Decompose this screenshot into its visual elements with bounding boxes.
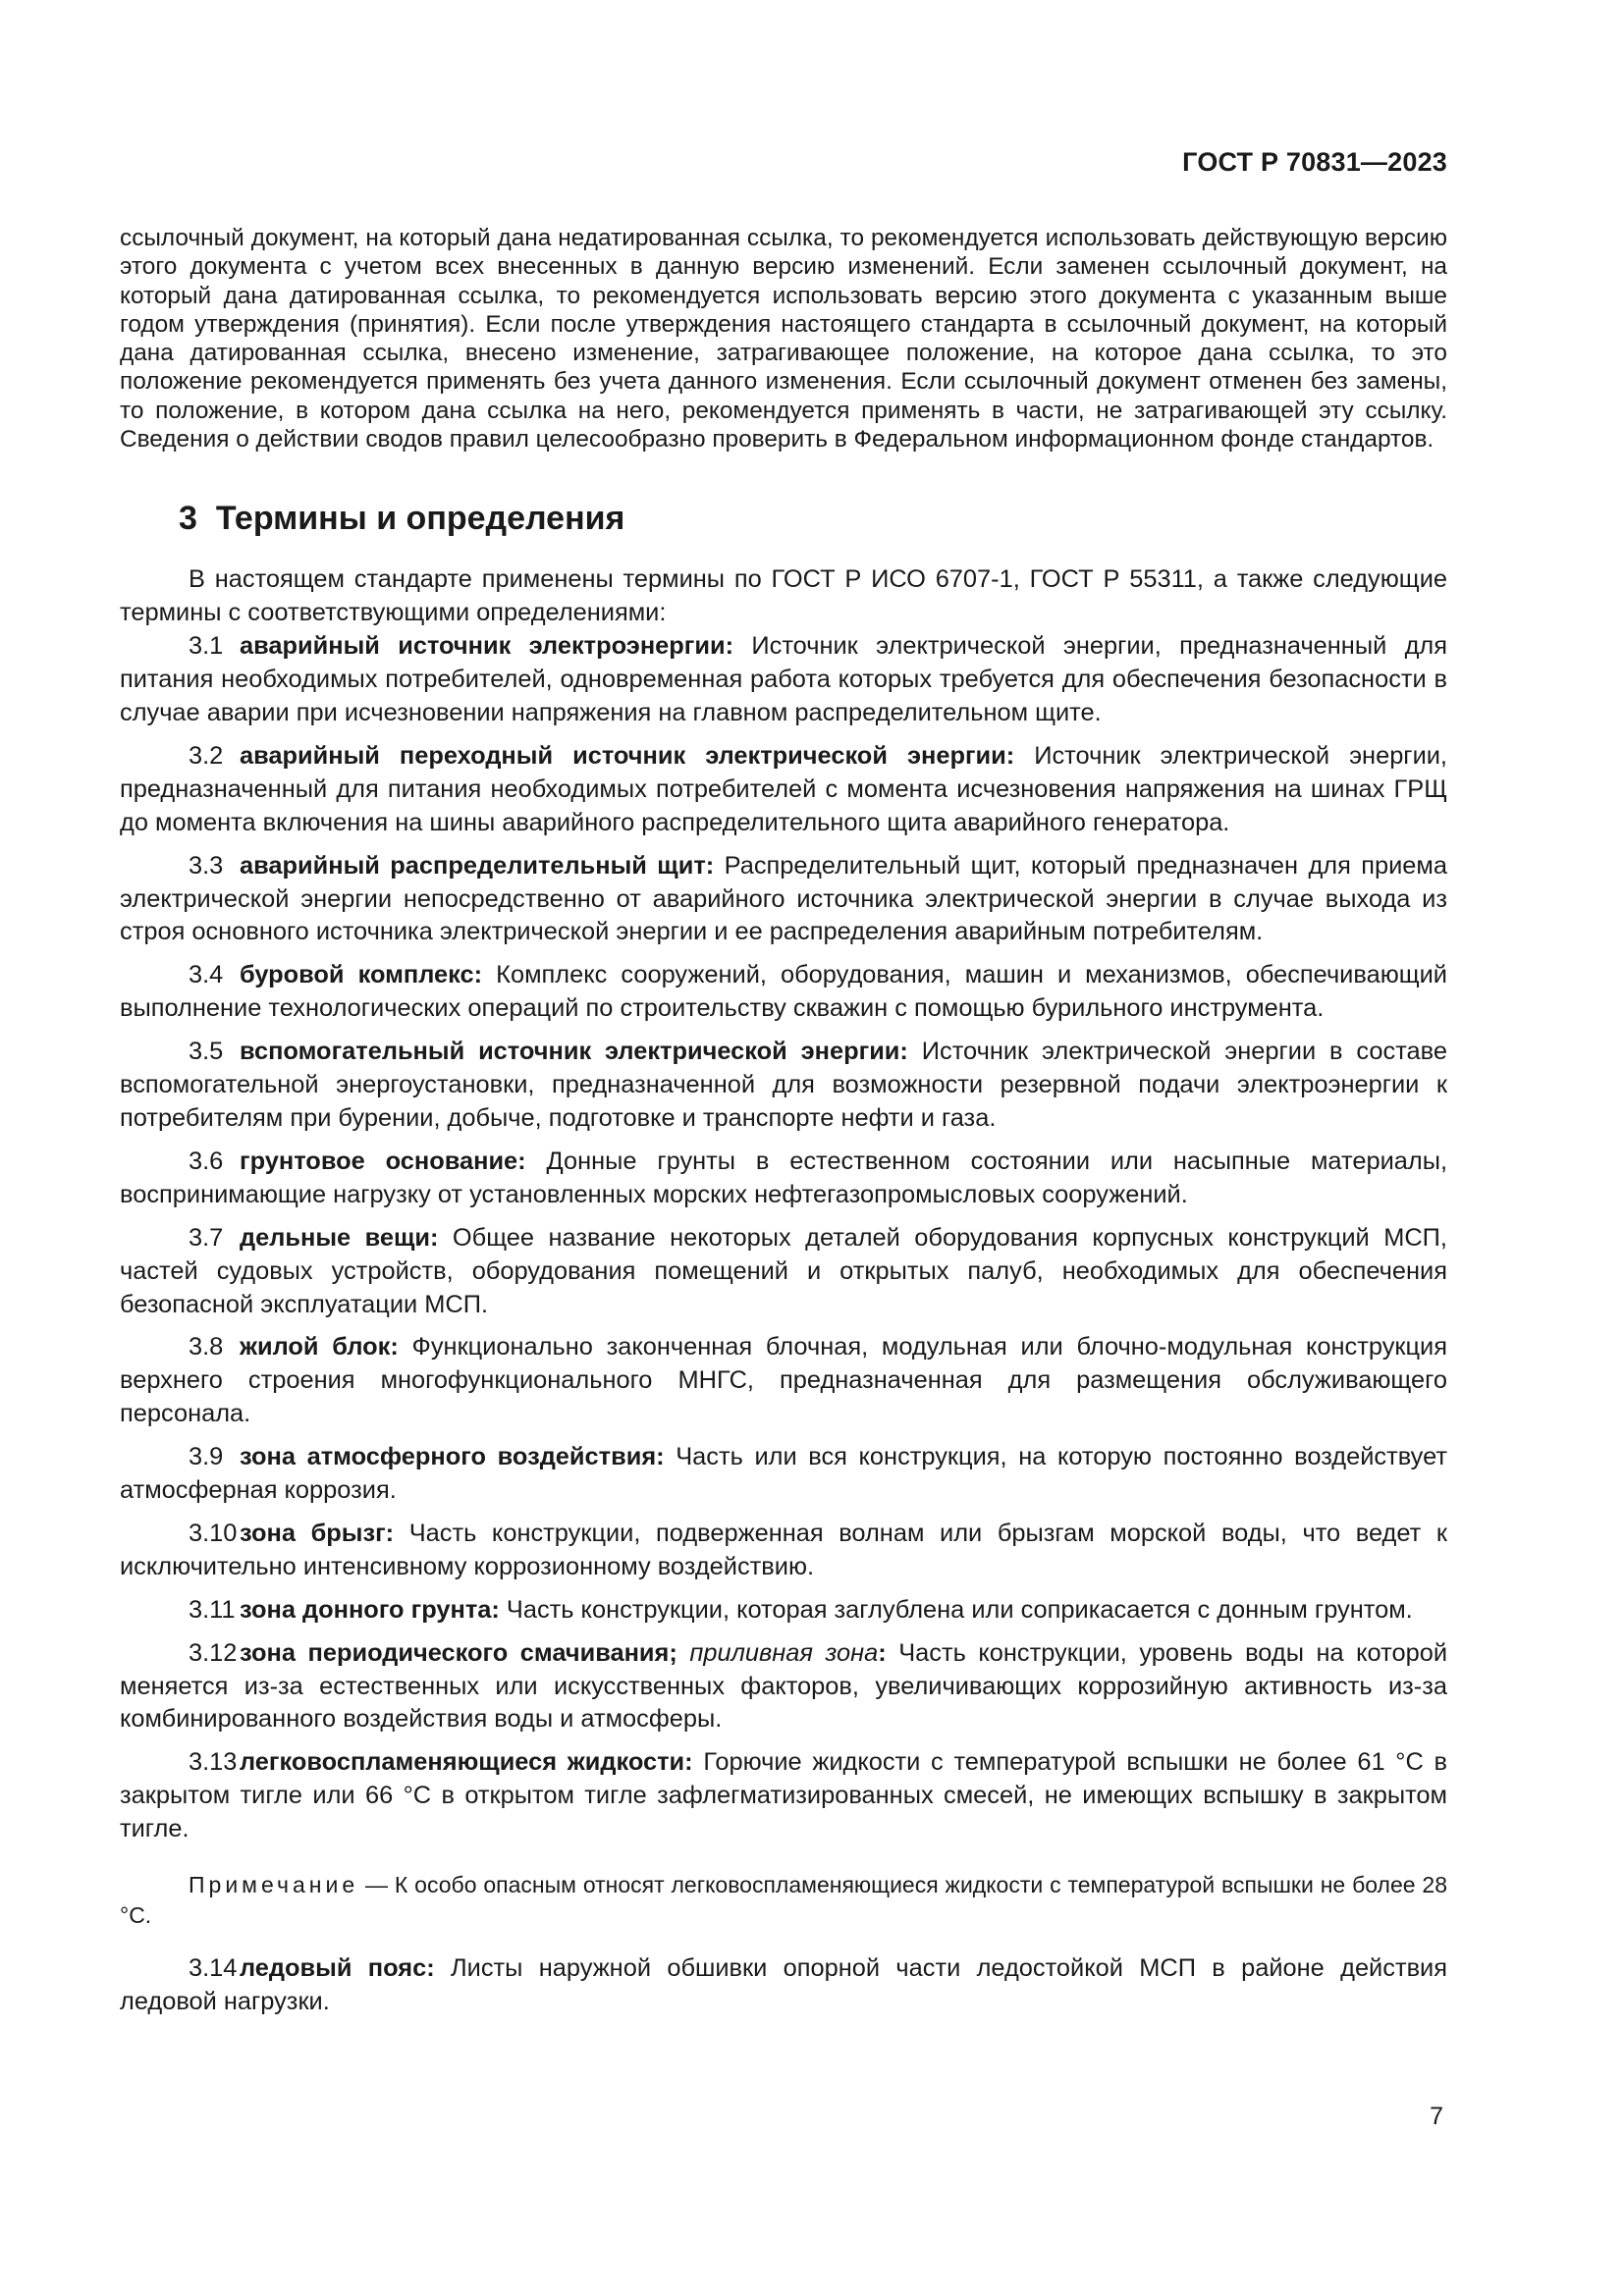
term-entry (120, 850, 1447, 950)
term-entry (120, 1637, 1447, 1737)
term-entry (120, 1146, 1447, 1212)
term-number: 3.6 (189, 1147, 224, 1175)
note-label: Примечание (189, 1872, 359, 1898)
term-entry (120, 1594, 1447, 1628)
note (120, 1870, 1447, 1931)
term-entry (120, 1331, 1447, 1431)
note-text: — К особо опасным относят легковоспламеняющиеся жидкости с температурой вспышки не более 28 °С. (120, 1872, 1447, 1929)
term-number: 3.2 (189, 741, 224, 770)
term-name: зона атмосферного воздействия: (240, 1443, 665, 1471)
section-lead: В настоящем стандарте применены термины по ГОСТ Р ИСО 6707-1, ГОСТ Р 55311, а также следующие термины с соответствующими определениями: (120, 565, 1447, 627)
term-definition: Общее название некоторых деталей оборудования корпусных конструкций МСП, частей судовых устройств, оборудования помещений и открытых палуб, необходимых для обеспечения безопасной эксплуатации МСП. (120, 1223, 1447, 1318)
term-entry (120, 1746, 1447, 1846)
term-name: жилой блок: (240, 1333, 399, 1362)
term-number: 3.7 (189, 1223, 224, 1252)
term-name: аварийный распределительный щит: (240, 851, 715, 880)
document-code: ГОСТ Р 70831—2023 (1182, 147, 1447, 177)
term-name: аварийный источник электроэнергии: (240, 632, 734, 661)
term-name: вспомогательный источник электрической энергии: (240, 1038, 908, 1066)
term-entry (120, 1036, 1447, 1136)
term-number: 3.14 (189, 1954, 238, 1983)
term-definition: Листы наружной обшивки опорной части ледостойкой МСП в районе действия ледовой нагрузки. (120, 1954, 1447, 2015)
term-definition: Источник электрической энергии, предназначенный для питания необходимых потребителей, одновременная работа которых требуется для обеспечения безопасности в случае аварии при исчезновении напряжения на главном распределительном щите. (120, 632, 1447, 726)
term-name: зона донного грунта: (240, 1595, 500, 1624)
term-entry (120, 1222, 1447, 1322)
term-number: 3.11 (189, 1595, 236, 1624)
body-text (120, 224, 1447, 2029)
term-definition: Источник электрической энергии в составе вспомогательной энергоустановки, предназначенной для возможности резервной подачи электроэнергии к потребителям при бурении, добыче, подготовке и транспорте нефти и газа. (120, 1038, 1447, 1132)
term-name: зона брызг: (240, 1519, 395, 1547)
term-number: 3.3 (189, 851, 224, 880)
term-name: аварийный переходный источник электрической энергии: (240, 741, 1015, 770)
page-number: 7 (1430, 2103, 1443, 2130)
term-entry (120, 959, 1447, 1026)
term-number: 3.4 (189, 961, 224, 989)
term-definition: Часть конструкции, уровень воды на которой меняется из-за естественных или искусственных факторов, увеличивающих коррозийную активность из-за комбинированного воздействия воды и атмосферы. (120, 1638, 1448, 1734)
term-definition: Часть конструкции, которая заглублена или соприкасается с донным грунтом. (499, 1595, 1413, 1624)
term-definition: Распределительный щит, который предназначен для приема электрической энергии непосредственно от аварийного источника электрической энергии в случае выхода из строя основного источника электрической энергии и ее распределения аварийным потребителям. (120, 851, 1447, 946)
term-definition: Функционально законченная блочная, модульная или блочно-модульная конструкция верхнего строения многофункционального МНГС, предназначенная для размещения обслуживающего персонала. (120, 1333, 1447, 1428)
term-name: легковоспламеняющиеся жидкости: (240, 1748, 693, 1777)
term-name: грунтовое основание: (240, 1147, 526, 1175)
term-number: 3.5 (189, 1038, 224, 1066)
term-name: дельные вещи: (240, 1223, 439, 1252)
term-number: 3.1 (189, 632, 224, 661)
term-entry (120, 1952, 1447, 2019)
term-name: зона периодического смачивания; (240, 1638, 677, 1667)
section-heading (179, 499, 1447, 538)
term-entry (120, 1441, 1447, 1508)
term-alt-name: приливная зона (689, 1638, 879, 1667)
term-definition: Источник электрической энергии, предназначенный для питания необходимых потребителей с момента исчезновения напряжения на шинах ГРЩ до момента включения на шины аварийного распределительного щита аварийного генератора. (120, 741, 1447, 836)
term-number: 3.10 (189, 1519, 238, 1547)
term-entry (120, 1518, 1447, 1584)
term-definition: Часть конструкции, подверженная волнам или брызгам морской воды, что ведет к исключительно интенсивному коррозионному воздействию. (120, 1519, 1447, 1580)
section-title: Термины и определения (215, 500, 625, 538)
term-definition: Комплекс сооружений, оборудования, машин и механизмов, обеспечивающий выполнение технологических операций по строительству скважин с помощью бурильного инструмента. (120, 961, 1447, 1023)
term-number: 3.9 (189, 1443, 224, 1471)
term-number: 3.8 (189, 1333, 224, 1362)
term-definition: Часть или вся конструкция, на которую постоянно воздействует атмосферная коррозия. (120, 1443, 1447, 1505)
intro-paragraph: ссылочный документ, на который дана недатированная ссылка, то рекомендуется использовать действующую версию этого документа с учетом всех внесенных в данную версию изменений. Если заменен ссылочный документ, на который дана датированная ссылка, то рекомендуется использовать версию этого документа с указанным выше годом утверждения (принятия). Если после утверждения настоящего стандарта в ссылочный документ, на который дана датированная ссылка, внесено изменение, затрагивающее положение, на которое дана ссылка, то это положение рекомендуется применять без учета данного изменения. Если ссылочный документ отменен без замены, то положение, в котором дана ссылка на него, рекомендуется применять в части, не затрагивающей эту ссылку. Сведения о действии сводов правил целесообразно проверить в Федеральном информационном фонде стандартов. (120, 225, 1447, 454)
term-entry (120, 630, 1447, 730)
term-entry (120, 740, 1447, 840)
term-colon: : (878, 1638, 887, 1667)
term-definition: Горючие жидкости с температурой вспышки не более 61 °С в закрытом тигле или 66 °С в открытом тигле зафлегматизированных смесей, не имеющих вспышку в закрытом тигле. (120, 1748, 1447, 1843)
term-number: 3.12 (189, 1638, 238, 1667)
term-definition: Донные грунты в естественном состоянии или насыпные материалы, воспринимающие нагрузку от установленных морских нефтегазопромысловых сооружений. (120, 1147, 1447, 1208)
term-name: буровой комплекс: (240, 961, 483, 989)
section-number: 3 (179, 500, 197, 538)
term-name: ледовый пояс: (240, 1954, 435, 1983)
term-number: 3.13 (189, 1748, 238, 1777)
